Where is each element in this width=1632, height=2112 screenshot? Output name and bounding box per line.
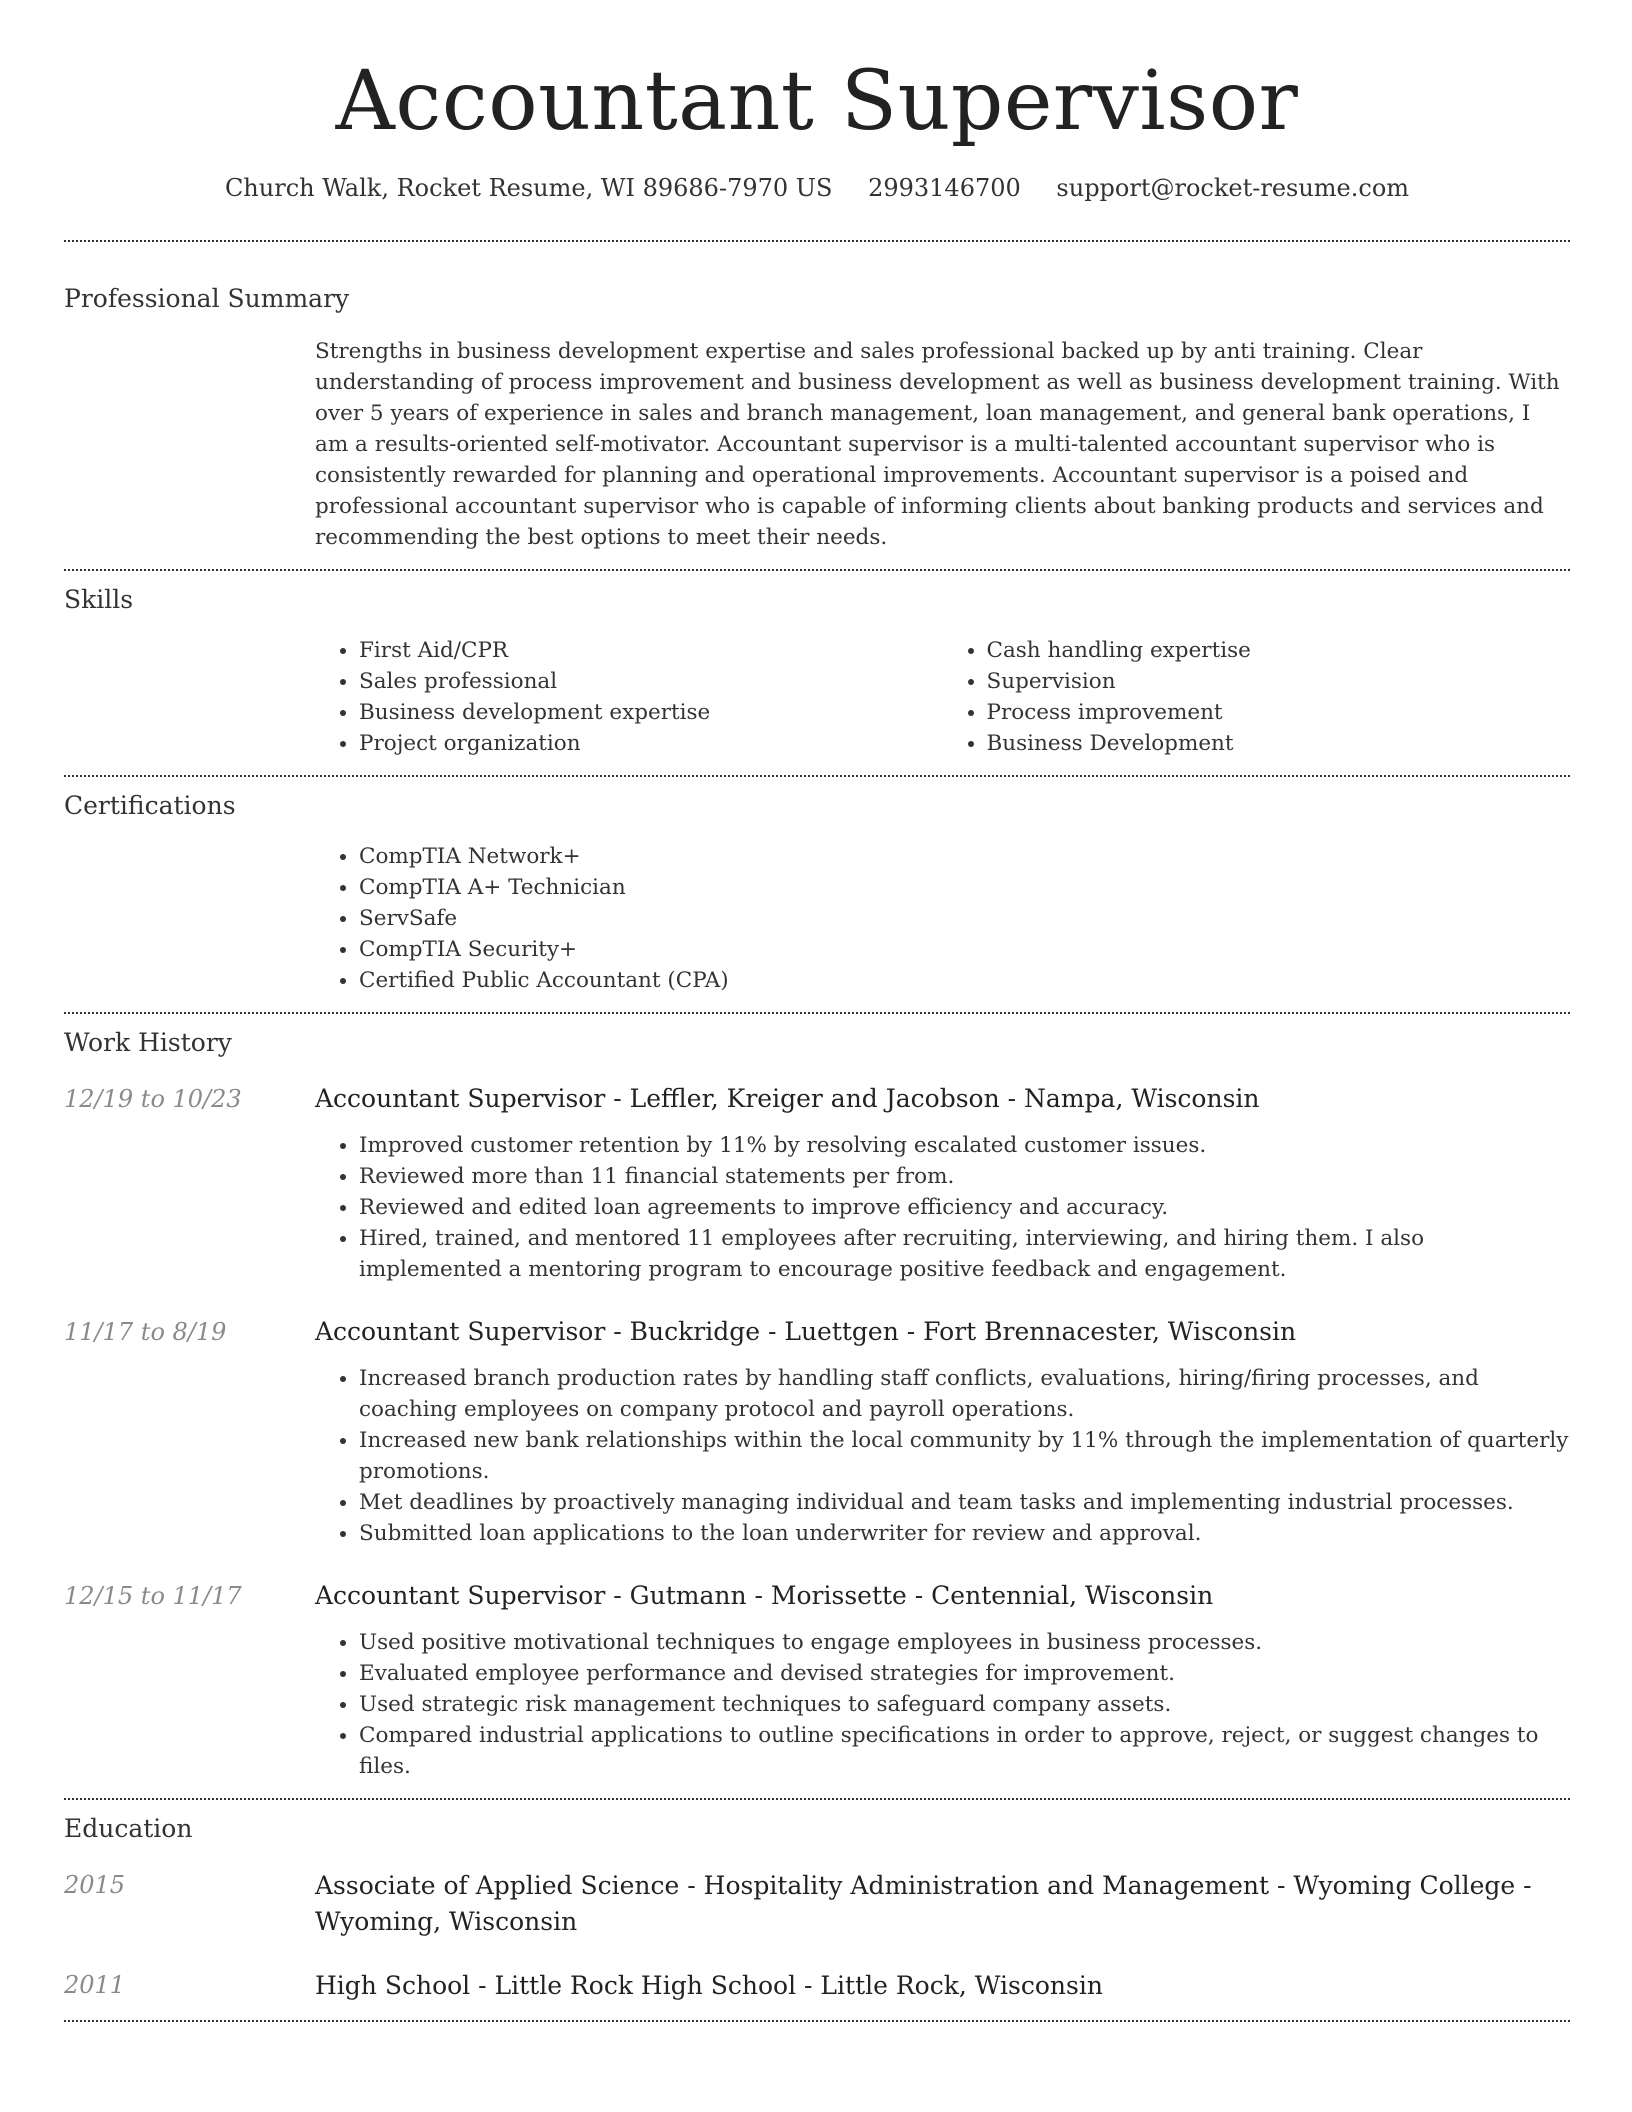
- job-dates: 12/15 to 11/17: [64, 1582, 242, 1610]
- resume-name: Accountant Supervisor: [335, 54, 1299, 149]
- skills-heading: Skills: [64, 585, 134, 614]
- skills-column-right: [943, 635, 1571, 759]
- education-year: 2011: [64, 1971, 126, 1999]
- certification-item: • Certified Public Accountant (CPA): [359, 965, 1570, 996]
- certification-item: • CompTIA Network+: [359, 841, 1570, 872]
- job-bullet: • Used strategic risk management techniques to safeguard company assets.: [359, 1689, 1570, 1720]
- work-history-heading: Work History: [64, 1028, 232, 1057]
- education-heading: Education: [64, 1814, 193, 1843]
- skills-column-left: [315, 635, 943, 759]
- skill-item: • First Aid/CPR: [359, 635, 943, 666]
- job-bullet: • Used positive motivational techniques to engage employees in business processes.: [359, 1627, 1570, 1658]
- job-bullet: • Submitted loan applications to the loan underwriter for review and approval.: [359, 1518, 1570, 1549]
- job-entry: [64, 1315, 1570, 1549]
- job-title: Accountant Supervisor - Gutmann - Morissette - Centennial, Wisconsin: [315, 1581, 1214, 1610]
- job-bullets: [315, 1363, 1570, 1549]
- divider: [64, 775, 1570, 777]
- job-dates: 12/19 to 10/23: [64, 1085, 242, 1113]
- summary-heading: Professional Summary: [64, 284, 350, 313]
- divider: [64, 240, 1570, 242]
- job-bullet: • Evaluated employee performance and devised strategies for improvement.: [359, 1658, 1570, 1689]
- education-detail: High School - Little Rock High School - Little Rock, Wisconsin: [315, 1971, 1103, 2000]
- job-bullet: • Hired, trained, and mentored 11 employees after recruiting, interviewing, and hiring them. I also implemented a mentoring program to encourage positive feedback and engagement.: [359, 1223, 1570, 1285]
- job-bullet: • Increased branch production rates by handling staff conflicts, evaluations, hiring/firing processes, and coaching employees on company protocol and payroll operations.: [359, 1363, 1570, 1425]
- job-bullet: • Compared industrial applications to outline specifications in order to approve, reject, or suggest changes to files.: [359, 1720, 1570, 1782]
- divider: [64, 569, 1570, 571]
- contact-email: support@rocket-resume.com: [1056, 174, 1410, 202]
- job-bullets: [315, 1130, 1570, 1285]
- job-dates: 11/17 to 8/19: [64, 1318, 227, 1346]
- education-year: 2015: [64, 1871, 126, 1899]
- job-bullet: • Improved customer retention by 11% by resolving escalated customer issues.: [359, 1130, 1570, 1161]
- certifications-list: [315, 841, 1570, 996]
- certification-item: • ServSafe: [359, 903, 1570, 934]
- certification-item: • CompTIA Security+: [359, 934, 1570, 965]
- contact-line: [64, 172, 1570, 204]
- certifications-heading: Certifications: [64, 791, 236, 820]
- resume-page: [64, 0, 1570, 2022]
- divider: [64, 1012, 1570, 1014]
- contact-phone: 2993146700: [868, 174, 1021, 202]
- education-entry: [64, 1868, 1570, 1940]
- summary-text: Strengths in business development expertise and sales professional backed up by anti training. Clear understanding of process improvement and business development as well as business development training. With over 5 years of experience in sales and branch management, loan management, and general bank operations, I am a results-oriented self-motivator. Accountant supervisor is a multi-talented accountant supervisor who is consistently rewarded for planning and operational improvements. Accountant supervisor is a poised and professional accountant supervisor who is capable of informing clients about banking products and services and recommending the best options to meet their needs.: [315, 339, 1560, 550]
- job-title: Accountant Supervisor - Buckridge - Luettgen - Fort Brennacester, Wisconsin: [315, 1317, 1297, 1346]
- education-entry: [64, 1968, 1570, 2004]
- skill-item: • Business Development: [987, 728, 1571, 759]
- skill-item: • Project organization: [359, 728, 943, 759]
- job-bullet: • Reviewed more than 11 financial statements per from.: [359, 1161, 1570, 1192]
- contact-address: Church Walk, Rocket Resume, WI 89686-7970 US: [224, 174, 833, 202]
- divider: [64, 2020, 1570, 2022]
- job-bullet: • Met deadlines by proactively managing individual and team tasks and implementing industrial processes.: [359, 1487, 1570, 1518]
- divider: [64, 1798, 1570, 1800]
- job-entry: [64, 1579, 1570, 1782]
- job-bullet: • Reviewed and edited loan agreements to improve efficiency and accuracy.: [359, 1192, 1570, 1223]
- education-detail: Associate of Applied Science - Hospitality Administration and Management - Wyoming College - Wyoming, Wisconsin: [315, 1871, 1532, 1936]
- job-entry: [64, 1082, 1570, 1285]
- skill-item: • Business development expertise: [359, 697, 943, 728]
- skills-list: [315, 635, 1570, 759]
- skill-item: • Cash handling expertise: [987, 635, 1571, 666]
- job-title: Accountant Supervisor - Leffler, Kreiger and Jacobson - Nampa, Wisconsin: [315, 1084, 1260, 1113]
- job-bullets: [315, 1627, 1570, 1782]
- job-bullet: • Increased new bank relationships within the local community by 11% through the implementation of quarterly promotions.: [359, 1425, 1570, 1487]
- skill-item: • Process improvement: [987, 697, 1571, 728]
- skill-item: • Supervision: [987, 666, 1571, 697]
- skill-item: • Sales professional: [359, 666, 943, 697]
- certification-item: • CompTIA A+ Technician: [359, 872, 1570, 903]
